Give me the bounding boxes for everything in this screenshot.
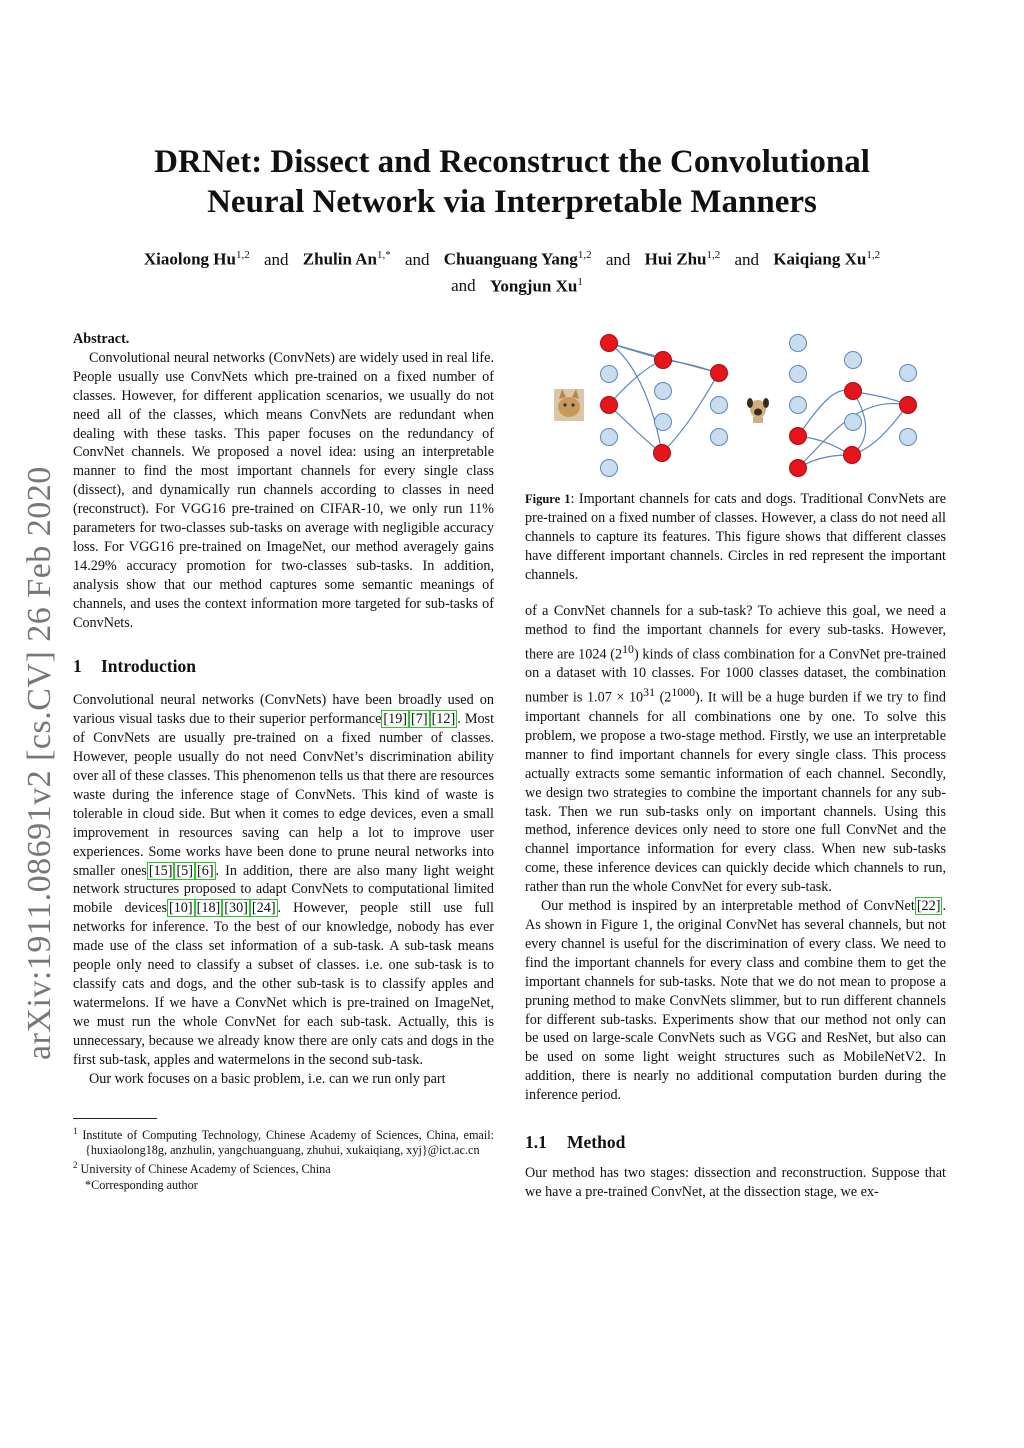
author-name: Yongjun Xu [489, 276, 578, 296]
channel-node [845, 352, 862, 369]
author-name: Kaiqiang Xu [773, 249, 867, 269]
footnote-corresponding: *Corresponding author [85, 1177, 198, 1192]
channel-node [655, 383, 672, 400]
abstract-text: Convolutional neural networks (ConvNets) are widely used in real life. People usually use ConvNets which pre-trained on a fixed number of classes. However, for different application scenarios, we usually do not need all of the classes, which means ConvNets are redundant when dealing with these tasks. This paper focuses on the redundancy of ConvNet channels. We proposed a novel idea: using an interpretable manner to find the most important channels for every single class (dissect), and dynamically run channels according to classes in need (reconstruct). For VGG16 pre-trained on CIFAR-10, we only run 11% parameters for two-classes sub-tasks on average with negligible accuracy loss. For VGG16 pre-trained on ImageNet, our method averagely gains 14.29% accuracy promotion for two-classes sub-tasks. In addition, analysis show that our method captures some semantic meanings of channels, and uses the context information more targeted for sub-tasks of ConvNets. [73, 349, 494, 631]
channel-node-important [654, 445, 671, 462]
dog-network [790, 335, 917, 477]
citation-link[interactable]: [7] [411, 711, 428, 728]
footnote-rule [73, 1118, 157, 1119]
figure-label: Figure 1 [525, 492, 571, 506]
footnote-1: $^1$ Institute of Computing Technology, Chinese Academy of Sciences, China, email: {huxiaolong18g, anzhulin, yangchuanguang, zhuhui, xukaiqiang, xyj}@ict.ac.cn [73, 1126, 494, 1158]
author-conj: and [734, 249, 760, 269]
citation-link[interactable]: [18] [196, 900, 221, 917]
title-line-2: Neural Network via Interpretable Manners [207, 184, 817, 220]
citation-link[interactable]: [10] [168, 900, 193, 917]
figure-1-diagram [540, 325, 940, 485]
channel-node [711, 397, 728, 414]
right-paragraph-1: of a ConvNet channels for a sub-task? To achieve this goal, we need a method to find the important channels for every sub-tasks. However, there are 1024 $(2^{10})$ kinds of class combination for a ConvNet pre-trained on a dataset with 10 classes. For 1000 classes dataset, the combination number is $1.07 \times 10^{31}$ $(2^{1000})$. It will be a huge burden if we try to find important channels for all combinations one by one. To solve this problem, we propose a two-stage method. Firstly, we use an interpretable manner to find important channels for every single class. This process actually extracts some semantic information of each channel. Secondly, we design two strategies to combine the important channels for any sub-task. Then we run sub-tasks only on important channels. Using this method, inference devices only need to store one full ConvNet and the channel importance information for every class. When new sub-tasks come, these inference devices can quickly decide which channels to run, rather than run the whole ConvNet for every sub-task. [525, 603, 946, 896]
author-affil: 1,2 [706, 249, 721, 261]
intro-paragraph-1: Convolutional neural networks (ConvNets) have been broadly used on various visual tasks due to their superior performance [19] [7] [12] . Most of ConvNets are usually pre-trained on a fixed number of classes. However, people usually do not need ConvNet’s discrimination ability over all of these classes. This phenomenon tells us that there are resources waste during the inference stage of ConvNets. This kind of waste is tolerable in cloud side. But when it comes to edge devices, even a small improvement in resources saving can help a lot to improve user experiences. Some works have been done to prune neural networks into smaller ones [15] [5] [6] . In addition, there are also many light weight network structures proposed to adapt ConvNets to computational limited mobile devices [10] [18] [30] [24] . However, people still use full networks for inference. To the best of our knowledge, nobody has ever made use of the class set information of a sub-task. A sub-task means people only need to classify a subset of classes. i.e. one sub-task is to classify cats and dogs, and the other sub-task is to classify apples and watermelons. If we have a ConvNet which is pre-trained on ImageNet, we must run the whole ConvNet for each sub-task. Actually, this is unnecessary, because we already know there are only cats and dogs in the first sub-task, apples and watermelons in the second sub-task. [73, 692, 495, 1068]
author-affil: 1,* [376, 249, 391, 261]
citation-link[interactable]: [12] [431, 711, 456, 728]
channel-node-important [845, 383, 862, 400]
channel-node-important [655, 352, 672, 369]
author-affil: 1,2 [866, 249, 881, 261]
channel-node [790, 335, 807, 352]
author-name: Chuanguang Yang [443, 249, 578, 269]
author-list [80, 244, 944, 297]
channel-node [601, 460, 618, 477]
section-number: 1 [73, 655, 82, 676]
cat-photo-icon [554, 389, 584, 421]
author-conj: and [404, 249, 430, 269]
channel-node-important [601, 397, 618, 414]
channel-node [900, 429, 917, 446]
citation-link[interactable]: [22] [916, 898, 941, 915]
section-heading-introduction [73, 657, 494, 676]
section-heading-method [525, 1132, 946, 1153]
right-paragraph-2: Our method is inspired by an interpretable method of ConvNet [22] . As shown in Figure 1, the original ConvNet has several channels, but not every channel is useful for the discrimination of every class. We need to find the important channels for every class and combine them to get the important channels for sub-tasks. Note that we do not mean to propose a pruning method to make ConvNets slimmer, but to run different channels for different sub-tasks. Experiments show that our method not only can be used on large-scale ConvNets such as VGG and ResNet, but also can be used on some light weight structures such as MobileNetV2. In addition, there is nearly no additional computation burden during the inference period. [525, 898, 946, 1104]
cat-network [601, 335, 728, 477]
citation-link[interactable]: [15] [148, 862, 173, 879]
channel-node-important [900, 397, 917, 414]
caption-text: : Important channels for cats and dogs. Traditional ConvNets are pre-trained on a fixed number of classes. However, a class do not need all channels to capture its features. This figure shows that different classes have different important channels. Circles in red represent the important channels. [525, 491, 946, 583]
channel-node [601, 429, 618, 446]
title-line-1: DRNet: Dissect and Reconstruct the Convolutional [154, 144, 870, 180]
channel-node-important [790, 428, 807, 445]
channel-node [711, 429, 728, 446]
footnotes [73, 1124, 494, 1193]
footnote-2: $^2$ University of Chinese Academy of Sciences, China [73, 1160, 331, 1177]
channel-node-important [844, 447, 861, 464]
method-paragraph [525, 1164, 946, 1202]
citation-link[interactable]: [5] [176, 862, 193, 879]
figure-1-caption [525, 490, 946, 585]
right-column [525, 602, 946, 1105]
channel-node-important [601, 335, 618, 352]
author-affil: 1,2 [577, 249, 592, 261]
author-name: Xiaolong Hu [143, 249, 236, 269]
citation-link[interactable]: [24] [251, 900, 276, 917]
author-affil: 1 [577, 275, 583, 288]
author-name: Zhulin An [302, 249, 377, 269]
citation-link[interactable]: [6] [197, 862, 214, 879]
author-conj: and [451, 276, 476, 296]
channel-node [790, 366, 807, 383]
author-affil: 1,2 [235, 249, 250, 261]
section-title: Introduction [101, 655, 196, 676]
abstract-heading: Abstract. [73, 331, 130, 347]
channel-node [601, 366, 618, 383]
channel-node-important [790, 460, 807, 477]
dog-photo-icon [747, 398, 769, 423]
channel-node [790, 397, 807, 414]
author-name: Hui Zhu [644, 249, 707, 269]
channel-node [845, 414, 862, 431]
method-text: Our method has two stages: dissection and reconstruction. Suppose that we have a pre-trained ConvNet, at the dissection stage, we ex- [525, 1165, 946, 1200]
channel-node [655, 414, 672, 431]
channel-node-important [711, 365, 728, 382]
citation-link[interactable]: [19] [383, 711, 408, 728]
intro-paragraph-2: Our work focuses on a basic problem, i.e. can we run only part [89, 1070, 446, 1087]
arxiv-stamp: arXiv:1911.08691v2 [cs.CV] 26 Feb 2020 [21, 466, 58, 1060]
left-column [73, 330, 494, 1088]
section-title: Method [567, 1132, 626, 1152]
author-conj: and [263, 249, 289, 269]
citation-link[interactable]: [30] [224, 900, 248, 917]
author-conj: and [605, 249, 631, 269]
section-number: 1.1 [525, 1132, 547, 1152]
channel-node [900, 365, 917, 382]
paper-title [100, 142, 924, 222]
